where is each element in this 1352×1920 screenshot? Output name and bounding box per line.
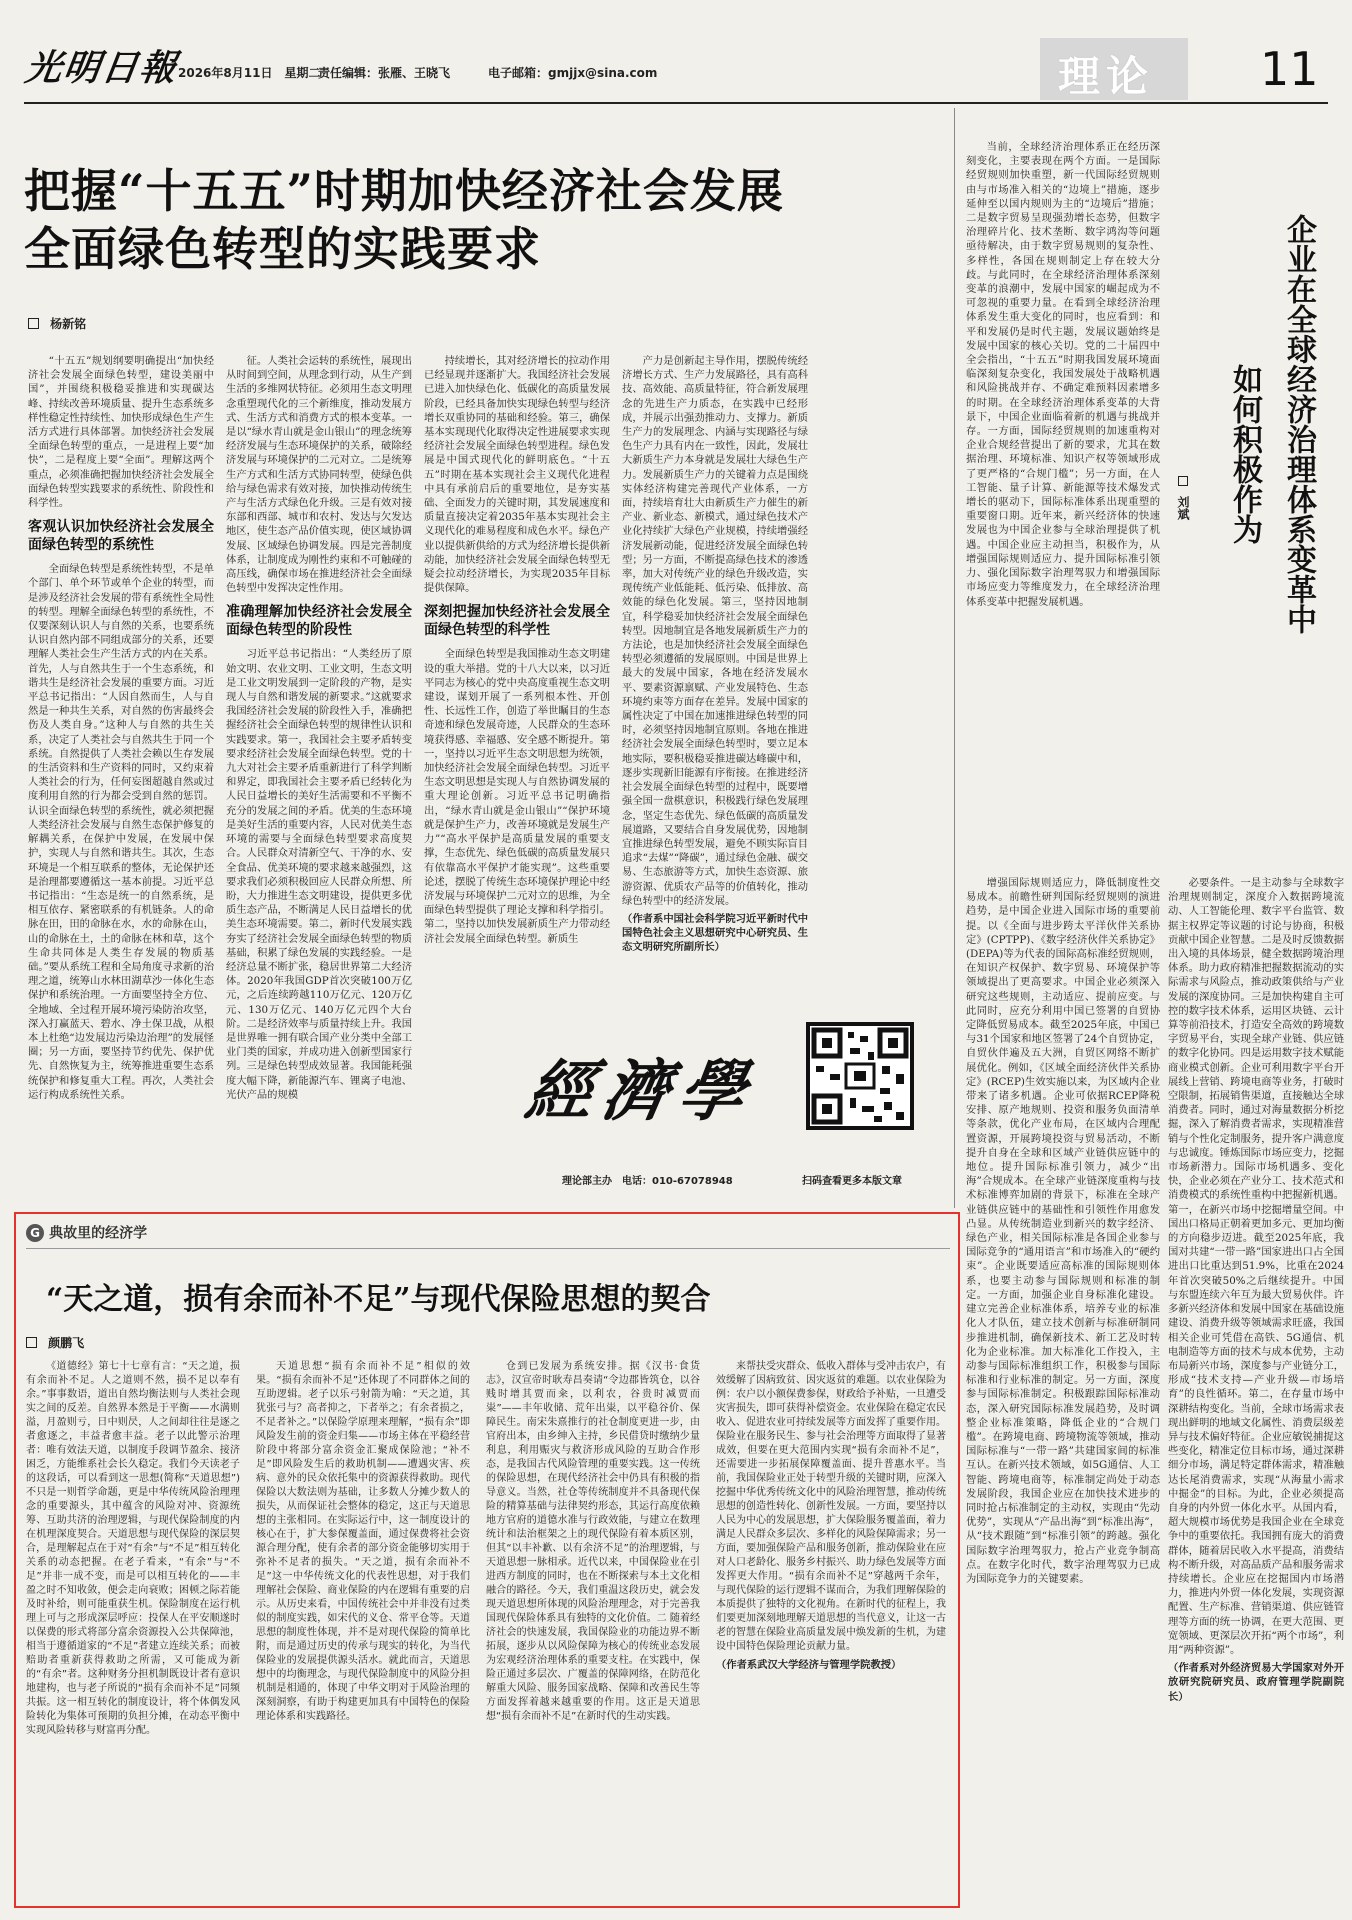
main-col2-body: 习近平总书记指出：“人类经历了原始文明、农业文明、工业文明，生态文明是工业文明发展到一定阶段的产物，是实现人与自然和谐发展的新要求。”这就要求我国经济社会发展的阶段性入手，准确把握经济社会全面绿色转型的规律性认识和实践要求。第一，我国社会主要矛盾转变要求经济社会发展全面绿色转型。党的十九大对社会主要矛盾重新进行了科学判断和界定，即我国社会主要矛盾已经转化为人民日益增长的美好生活需要和不平衡不充分的发展之间的矛盾。优美的生态环境是美好生活的重要内容，人民对优美生态环境的需要与全面绿色转型要求高度契合。人民群众对清新空气、干净的水、安全食品、优美环境的要求越来越强烈，这要求我们必须积极回应人民群众所想、所盼，大力推进生态文明建设，提供更多优质生态产品，不断满足人民日益增长的优美生态环境需要。第二，新时代发展实践夯实了经济社会发展全面绿色转型的物质基础，积累了绿色发展的实践经验。一是经济总量不断扩张，稳居世界第二大经济体。2020年我国GDP首次突破100万亿元，之后连续跨越110万亿元、120万亿元、130万亿元、140万亿元四个大台阶。二是经济效率与质量持续上升。我国是世界唯一拥有联合国产业分类中全部工业门类的国家，并成功进入创新型国家行列。三是绿色转型成效显著。我国能耗强度大幅下降，新能源汽车、锂离子电池、光伏产品的规模 [226,648,412,1101]
author-box-icon [26,1337,37,1348]
boxed-article-title: “天之道，损有余而补不足”与现代保险思想的契合 [46,1282,711,1317]
email[interactable]: 电子邮箱：gmjjx@sina.com [488,66,658,80]
sidebar-author [1172,476,1192,520]
boxed-col3-body: 仓到已发展为系统安排。据《汉书·食货志》，汉宣帝时耿寿昌奏请“令边郡皆筑仓，以谷贱时增其贾而籴，以利农，谷贵时减贾而粜”——丰年收储、荒年出粜，以平稳谷价、保障民生。南宋朱熹推行的社仓制度更进一步，由官府出本，由乡绅入主持，乡民借贷时缴纳少量利息，利用赈灾与救济形成风险的互助合作形态，是我国古代风险管理的重要实践。这一传统的保险思想，在现代经济社会中仍具有积极的指导意义。当然，社仓等传统制度并不具备现代保险的精算基础与法律契约形态，其运行高度依赖地方官府的道德水准与行政效能，与建立在数理统计和法治框架之上的现代保险有着本质区别，但其“以丰补歉、以有余济不足”的治理逻辑，与天道思想一脉相承。近代以来，中国保险业在引进西方制度的同时，也在不断探索与本土文化相融合的路径。今天，我们重温这段历史，就会发现天道思想所体现的风险治理理念，对于完善我国现代保险体系具有独特的文化价值。二 随着经济社会的快速发展，我国保险业的功能边界不断拓展，逐步从以风险保障为核心的传统业态发展为宏观经济治理体系的重要支柱。在实践中，保险正通过多层次、广覆盖的保障网络，在防范化解重大风险、服务国家战略、保障和改善民生等方面发挥着越来越重要的作用。这正是天道思想“损有余而补不足”在新时代的生动实践。 [486,1361,700,1722]
main-author: 杨新铭 [50,317,87,331]
boxed-col-2 [256,1360,470,1896]
sidebar-col-a [966,140,1160,868]
main-article-title [24,162,984,278]
sidebar-title-line-1: 企业在全球经济治理体系变革中 [1281,214,1316,634]
ad-contact: 理论部主办 电话：010-67078948 [562,1176,733,1187]
column-label-rule [26,1248,950,1249]
main-subhead-3: 深刻把握加快经济社会发展全面绿色转型的科学性 [424,604,610,639]
boxed-col2-body: 天道思想“损有余而补不足”相似的效果。“损有余而补不足”还体现了不同群体之间的互助逻辑。老子以乐弓射箭为喻：“天之道，其犹张弓与？高者抑之，下者举之；有余者损之，不足者补之。”以保险学原理来理解，“损有余”即风险发生前的资金归集——市场主体在平稳经营阶段中将部分富余资金汇聚成保险池；“补不足”即风险发生后的救助机制——遭遇灾害、疾病、意外的民众依托集中的资源获得救助。现代保险以大数法则为基础，让多数人分摊少数人的损失，从而保证社会整体的稳定，这正与天道思想的主张相同。在实际运行中，这一制度设计的核心在于，扩大参保覆盖面，通过保费将社会资源合理分配，使有余者的部分资金能够切实用于弥补不足者的损失。“天之道，损有余而补不足”这一中华传统文化的代表性思想，对于我们理解社会保险、商业保险的内在逻辑有重要的启示。从历史来看，中国传统社会中并非没有过类似的制度实践，如宋代的义仓、常平仓等。天道思想的制度性体现，并不是对现代保险的简单比附，而是通过历史的传承与现实的转化，为当代保险业的发展提供源头活水。就此而言，天道思想中的均衡理念，与现代保险制度中的风险分担机制是相通的，体现了中华文明对于风险治理的深刻洞察，有助于构建更加具有中国特色的保险理论体系和实践路径。 [256,1361,470,1722]
main-col3-body: 全面绿色转型是我国推动生态文明建设的重大举措。党的十八大以来，以习近平同志为核心的党中央高度重视生态文明建设，谋划开展了一系列根本性、开创性、长远性工作，创造了举世瞩目的生态奇迹和绿色发展奇迹，人民群众的生态环境获得感、幸福感、安全感不断提升。第一，坚持以习近平生态文明思想为统领，加快经济社会发展全面绿色转型。习近平生态文明思想是实现人与自然协调发展的重大理论创新。习近平总书记明确指出，“绿水青山就是金山银山”“保护环境就是保护生产力，改善环境就是发展生产力”“高水平保护是高质量发展的重要支撑，生态优先、绿色低碳的高质量发展只有依靠高水平保护才能实现”。这些重要论述，摆脱了传统生态环境保护理论中经济发展与环境保护二元对立的思维，为全面绿色转型提供了理论支撑和科学指引。第二，坚持以加快发展新质生产力带动经济社会发展全面绿色转型。新质生 [424,648,610,945]
qr-caption: 扫码查看更多本版文章 [802,1176,902,1187]
sidebar-author-name: 刘斌 [1176,496,1190,521]
sidebar-title-line-2: 如何积极作为 [1227,364,1262,544]
boxed-col-1 [26,1360,240,1896]
ad-calligraphy: 經濟學 [520,1052,762,1130]
editors: 责任编辑：张雁、王晓飞 [318,66,451,80]
boxed-col-3 [486,1360,700,1896]
sidebar-col-c-body: 必要条件。一是主动参与全球数字治理规则制定，深度介入数据跨境流动、人工智能伦理、数字平台监管、数据主权界定等议题的讨论与协商，积极贡献中国企业智慧。二是及时反馈数据出入境的具体场景，健全数据跨境治理体系。助力政府精准把握数据流动的实际需求与风险点，推动政策供给与产业发展的深度协同。三是加快构建自主可控的数字技术体系，运用区块链、云计算等前沿技术，打造安全高效的跨境数字贸易平台，实现全球产业链、供应链的数字化协同。四是运用数字技术赋能商业模式创新。企业可利用数字平台开展线上营销、跨境电商等业务，打破时空限制，拓展销售渠道，直接触达全球消费者。同时，通过对海量数据分析挖掘，深入了解消费者需求，实现精准营销与个性化定制服务，提升客户满意度与忠诚度。锤炼国际市场应变力，挖掘市场新潜力。国际市场机遇多、变化快，企业必须在产业分工、技术范式和消费模式的系统性重构中把握新机遇。第一，在新兴市场中挖掘增量空间。中国出口格局正朝着更加多元、更加均衡的方向稳步迈进。截至2025年底，我国对共建“一带一路”国家进出口占全国进出口比重达到51.9%，比重在2024年首次突破50%之后继续提升。中国与东盟连续六年互为最大贸易伙伴。许多新兴经济体和发展中国家在基础设施建设、消费升级等领域需求旺盛，我国相关企业可凭借在高铁、5G通信、机电制造等方面的技术与成本优势，主动布局新兴市场，深度参与产业链分工，形成“技术支持—产业升级—市场培育”的良性循环。第二，在存量市场中深耕结构变化。当前，全球市场需求表现出鲜明的地域文化属性、消费层级差异与技术偏好特征。企业应敏锐捕捉这些变化，精准定位目标市场，通过深耕细分市场，满足特定群体需求，精准触达长尾消费需求，实现“从海量小需求中掘金”的目标。为此，企业必须提高自身的内外贸一体化水平。从国内看，超大规模市场优势是我国企业在全球竞争中的重要依托。我国拥有庞大的消费群体，随着居民收入水平提高，消费结构不断升级，对高品质产品和服务需求持续增长。企业应在挖掘国内市场潜力，推进内外贸一体化发展，实现资源配置、生产标准、营销渠道、供应链管理等方面的统一协调，在更大范围、更宽领域、更深层次开拓“两个市场”，利用“两种资源”。 [1168,877,1344,1656]
main-subhead-2: 准确理解加快经济社会发展全面绿色转型的阶段性 [226,604,412,639]
boxed-article [14,1212,960,1908]
boxed-author: 颜鹏飞 [48,1336,85,1350]
author-box-icon [28,318,39,329]
ad-block [522,1010,920,1194]
main-col-3 [424,354,610,1000]
title-line-2: 全面绿色转型的实践要求 [24,222,541,276]
main-col1-body: 全面绿色转型是系统性转型，不是单个部门、单个环节或单个企业的转型，而是涉及经济社会发展的带有系统性全局性的转型。理解全面绿色转型的系统性，不仅要深刻认识人与自然的关系，也要系统认识自然内部不同组成部分的关系，还要理解人类社会生产生活方式的内在关系。首先，人与自然共生于一个生态系统，和谐共生是经济社会发展的重要方面。习近平总书记指出：“人因自然而生，人与自然是一种共生关系，对自然的伤害最终会伤及人类自身。”这种人与自然的共生关系，决定了人类社会与自然共生于同一个系统。自然提供了人类社会赖以生存发展的生活资料和生产资料的同时，又约束着人类社会的行为，任何妄图超越自然或过度利用自然的行为都会受到自然的惩罚。认识全面绿色转型的系统性，就必须把握人类经济社会发展与自然生态保护修复的解耦关系，在保护中发展，在发展中保护，实现人与自然和谐共生。其次，生态环境是一个相互联系的整体，无论保护还是治理都要遵循这一基本前提。习近平总书记指出：“生态是统一的自然系统，是相互依存、紧密联系的有机链条。人的命脉在田，田的命脉在水，水的命脉在山，山的命脉在土，土的命脉在林和草，这个生命共同体是人类生存发展的物质基础。”要从系统工程和全局角度寻求新的治理之道，统筹山水林田湖草沙一体化生态保护和系统治理。一方面要坚持全方位、全地域、全过程开展环境污染防治攻坚，深入打赢蓝天、碧水、净土保卫战，从根本上杜绝“边发展边污染边治理”的发展怪圈；另一方面，要坚持节约优先、保护优先、自然恢复为主，统筹推进重要生态系统保护和修复重大工程。再次，人类社会运行构成系统性关系。 [28,563,214,1101]
date-line: 2026年8月11日 星期二 [178,66,321,80]
column-label [26,1222,147,1243]
qr-pattern [810,1026,910,1126]
boxed-col1-body: 《道德经》第七十七章有言：“天之道，损有余而补不足。人之道则不然，损不足以奉有余。”事事数语，道出自然均衡法则与人类社会现实之间的反差。自然界本然是于平衡——水满则溢，月盈则亏，日中则昃，人之间却往往是逐之者愈逐之，丰益者愈丰益。老子以此警示治理者：唯有效法天道，以制度手段调节盈余、接济困乏，方能维系社会长久稳定。我们今天读老子的这段话，可以看到这一思想(简称“天道思想”)不只是一则哲学命题，更是中华传统风险治理理念的重要源头，其中蕴含的风险对冲、资源统筹、互助共济的治理逻辑，与现代保险制度的内在机理深度契合。天道思想与现代保险的深层契合，是理解起点在于对“有余”与“不足”相互转化关系的动态把握。在老子看来，“有余”与“不足”并非一成不变，而是可以相互转化的——丰盈之时不知收敛，便会走向衰败；困顿之际若能及时补给，则可能重获生机。保险制度在运行机理上可与之形成深层呼应：投保人在平安顺遂时以保费的形式将部分富余资源投入公共保障池，相当于遵循道家的“不足”者建立连续关系；而被赔助者重新获得救助之所需，又可能成为新的“有余”者。这种财务分担机制既设计者有意识地建构，也与老子所说的“损有余而补不足”同频共振。这一相互转化的制度设计，将个体偶发风险转化为集体可预期的负担分摊，在动态平衡中实现风险转移与财富再分配。 [26,1361,240,1736]
main-col3-top: 持续增长，其对经济增长的拉动作用已经显现并逐渐扩大。我国经济社会发展已进入加快绿色化、低碳化的高质量发展阶段，已经具备加快实现绿色转型与经济增长双重协同的基础和经验。第三，确保基本实现现代化取得决定性进展要求实现经济社会发展全面绿色转型进程。绿色发展是中国式现代化的鲜明底色。“十五五”时期在基本实现社会主义现代化进程中具有承前启后的重要地位，是夯实基础、全面发力的关键时期，其发展速度和质量直接决定着2035年基本实现社会主义现代化的难易程度和成色水平。绿色产业以提供新供给的方式为经济增长提供新动能，加快经济社会发展全面绿色转型无疑会拉动经济增长，为实现2035年目标提供保障。 [424,355,610,595]
main-col-4 [622,354,808,1000]
main-subhead-1: 客观认识加快经济社会发展全面绿色转型的系统性 [28,519,214,554]
section-name: 理论 [1058,52,1155,101]
newspaper-logo[interactable]: 光明日報 [22,47,181,89]
main-col-1 [28,354,214,1354]
main-author-line [28,313,86,332]
column-g-icon: G [26,1224,44,1242]
sidebar-affiliation: （作者系对外经济贸易大学国家对外开放研究院研究员、政府管理学院副院长） [1168,1662,1344,1703]
main-col4-body: 产力是创新起主导作用，摆脱传统经济增长方式、生产力发展路径，具有高科技、高效能、高质量特征，符合新发展理念的先进生产力质态，在实践中已经形成，并展示出强劲推动力、支撑力。新质生产力的发展理念、内涵与实现路径与绿色生产力具有内在一致性，因此，发展壮大新质生产力本身就是发展壮大绿色生产力。发展新质生产力的关键着力点是围绕实体经济构建完善现代产业体系，一方面，持续培育壮大由新质生产力催生的新产业、新业态、新模式，通过绿色技术产业化持续扩大绿色产业规模，持续增强经济发展新动能，促进经济发展全面绿色转型；另一方面，不断提高绿色技术的渗透率，加大对传统产业的绿色升级改造，实现传统产业低能耗、低污染、低排放、高效能的绿色化发展。第三，坚持因地制宜，科学稳妥加快经济社会发展全面绿色转型。因地制宜是各地发展新质生产力的方法论，也是加快经济社会发展全面绿色转型必须遵循的发展原则。中国是世界上最大的发展中国家，各地在经济发展水平、要素资源禀赋、产业发展特色、生态环境约束等方面存在差异。发展中国家的属性决定了中国在加速推进绿色转型的同时，必须坚持因地制宜原则。各地在推进经济社会发展全面绿色转型时，要立足本地实际，要积极稳妥推进碳达峰碳中和，逐步实现新旧能源有序衔接。在推进经济社会发展全面绿色转型的过程中，既要增强全国一盘棋意识，积极践行绿色发展理念，坚定生态优先、绿色低碳的高质量发展道路，又要结合自身发展优势，因地制宜推进绿色转型发展，避免不顾实际盲目追求“去煤”“降碳”，通过绿色金融、碳交易、生态旅游等方式，加快生态资源、旅游资源、优质农产品等的价值转化，推动绿色转型中的经济发展。 [622,355,808,907]
main-intro: “十五五”规划纲要明确提出“加快经济社会发展全面绿色转型，建设美丽中国”，并围绕积极稳妥推进和实现碳达峰、持续改善环境质量、提升生态系统多样性稳定性持续性、加快形成绿色生产生活方式进行具体部署。加快经济社会发展全面绿色转型的重点，一是进程上要“加快”，二是程度上要“全面”。理解这两个重点，必须准确把握加快经济社会发展全面绿色转型实践要求的系统性、阶段性和科学性。 [28,355,214,510]
sidebar-col-b-body: 增强国际规则适应力，降低制度性交易成本。前瞻性研判国际经贸规则的演进趋势，是中国企业进入国际市场的重要前提。以《全面与进步跨太平洋伙伴关系协定》(CPTPP)、《数字经济伙伴关系协定》(DEPA)等为代表的国际高标准经贸规则，在知识产权保护、数字贸易、环境保护等领域提出了更高要求。中国企业必须深入研究这些规则，主动适应、提前应变。与此同时，应充分利用中国已签署的自贸协定降低贸易成本。截至2025年底，中国已与31个国家和地区签署了24个自贸协定，自贸伙伴遍及五大洲，自贸区网络不断扩展优化。例如，《区域全面经济伙伴关系协定》(RCEP)生效实施以来，为区域内企业带来了诸多机遇。企业可依据RCEP降税安排、原产地规则、投资和服务负面清单等条款，优化产业布局，在区域内合理配置资源，开展跨境投资与贸易活动，不断提升自身在全球和区域产业链供应链中的地位。提升国际标准引领力，减少“出海”合规成本。在全球产业链深度重构与技术标准博弈加剧的背景下，标准在全球产业链供应链中的基础性和引领性作用愈发凸显。从传统制造业到新兴的数字经济、绿色产业，相关国际标准是各国企业参与国际竞争的“通用语言”和市场准入的“硬约束”。企业既要适应高标准的国际规则体系，也要主动参与国际规则和标准的制定。一方面，加强企业自身标准化建设。建立完善企业标准体系，培养专业的标准化人才队伍，建立技术创新与标准研制同步推进机制，确保新技术、新工艺及时转化为企业标准。加大标准化工作投入，主动参与国际标准组织工作，积极参与国际标准和行业标准的制定。另一方面，深度参与国际标准制定。积极跟踪国际标准动态，深入研究国际标准发展趋势，及时调整企业标准策略，降低企业的“合规门槛”。在跨境电商、跨境物流等领域，推动国际标准与“一带一路”共建国家间的标准互认。在新兴技术领域，如5G通信、人工智能、跨境电商等，标准制定尚处于动态发展阶段，我国企业应在加快技术进步的同时抢占标准制定的主动权，实现由“先动优势”，实现从“产品出海”到“标准出海”，从“技术跟随”到“标准引领”的跨越。强化国际数字治理驾驭力，抢占产业竞争制高点。在数字化时代，数字治理驾驭力已成为国际竞争力的关键要素。 [966,877,1160,1585]
boxed-col-4 [716,1360,946,1896]
boxed-affiliation: （作者系武汉大学经济与管理学院教授） [716,1659,902,1671]
sidebar-col-a-body: 当前，全球经济治理体系正在经历深刻变化，主要表现在两个方面。一是国际经贸规则加快重塑，新一代国际经贸规则由与市场准入相关的“边境上”措施，逐步延伸至以国内规则为主的“边境后”措施；二是数字贸易呈现强劲增长态势，但数字治理碎片化、技术垄断、数字鸿沟等问题亟待解决，由于数字贸易规则的复杂性、多样性，各国在规则制定上存在较大分歧。与此同时，在全球经济治理体系深刻变革的浪潮中，发展中国家的崛起成为不可忽视的重要力量。在看到全球经济治理体系发生重大变化的同时，也应看到：和平和发展仍是时代主题，发展议题始终是发展中国家的核心关切。党的二十届四中全会指出，“十五五”时期我国发展环境面临深刻复杂变化，我国发展处于战略机遇和风险挑战并存、不确定难预料因素增多的时期。在全球经济治理体系变革的大背景下，中国企业面临着新的机遇与挑战并存。一方面，国际经贸规则的加速重构对企业合规经营提出了新的要求，尤其在数据治理、环境标准、知识产权等领域形成了更严格的“合规门槛”；另一方面，在人工智能、量子计算、新能源等技术爆发式增长的驱动下，国际标准体系出现重塑的重要窗口期。近年来，新兴经济体的快速发展也为中国企业参与全球治理提供了机遇。中国企业应主动担当，积极作为，从增强国际规则适应力、提升国际标准引领力、强化国际数字治理驾驭力和增强国际市场应变力等维度发力，在全球经济治理体系变革中把握发展机遇。 [966,141,1160,608]
author-box-icon [1178,476,1188,486]
main-col2-top: 征。人类社会运转的系统性，展现出从时间到空间，从理念到行动，从生产到生活的多维网状特征。必须用生态文明理念重塑现代化的三个新维度，推动发展方式、生活方式和消费方式的根本变革。一是以“绿水青山就是金山银山”的理念统筹经济发展与生态环境保护的关系，破除经济发展与环境保护的二元对立。二是统筹生产方式和生活方式协同转型，使绿色供给与绿色需求有效对接，加快推动传统生产与生活方式绿色化升级。三是有效对接东部和西部、城市和农村、发达与欠发达地区，使生态产品价值实现，使区域协调发展、区域绿色协调发展。四是完善制度体系，让制度成为刚性约束和不可触碰的高压线，确保市场在推进经济社会全面绿色转型中发挥决定性作用。 [226,355,412,595]
sidebar-title [1216,214,1336,664]
column-divider [954,108,955,1208]
main-col-2 [226,354,412,1354]
sidebar-col-b [966,876,1160,1910]
sidebar-col-c [1168,876,1344,1910]
masthead-rule [24,102,1328,104]
masthead [0,0,1352,108]
main-affiliation: （作者系中国社会科学院习近平新时代中国特色社会主义思想研究中心研究员、生态文明研究所副所长） [622,912,808,954]
qr-code-icon[interactable] [806,1022,914,1130]
title-line-1: 把握“十五五”时期加快经济社会发展 [24,164,784,218]
boxed-col4-body: 来帮扶受灾群众、低收入群体与受冲击农户，有效缓解了因病致贫、因灾返贫的难题。以农业保险为例：农户以小额保费参保，财政给予补贴，一旦遭受灾害损失，即可获得补偿资金。农业保险在稳定农民收入、促进农业可持续发展等方面发挥了重要作用。保险业在服务民生、参与社会治理等方面取得了显著成效，但要在更大范围内实现“损有余而补不足”，还需要进一步拓展保障覆盖面、提升普惠水平。当前，我国保险业正处于转型升级的关键时期，应深入挖掘中华优秀传统文化中的风险治理智慧，推动传统思想的创造性转化、创新性发展。一方面，要坚持以人民为中心的发展思想，扩大保险服务覆盖面，着力满足人民群众多层次、多样化的风险保障需求；另一方面，要加强保险产品和服务创新，推动保险业在应对人口老龄化、服务乡村振兴、助力绿色发展等方面发挥更大作用。“损有余而补不足”穿越两千余年，与现代保险的运行逻辑不谋而合，为我们理解保险的本质提供了独特的文化视角。在新时代的征程上，我们要更加深刻地理解天道思想的当代意义，让这一古老的智慧在保险业高质量发展中焕发新的生机，为建设中国特色保险理论贡献力量。 [716,1361,946,1652]
page-number: 11 [1260,42,1319,96]
column-label-text: 典故里的经济学 [49,1225,148,1242]
boxed-author-line [26,1332,84,1351]
